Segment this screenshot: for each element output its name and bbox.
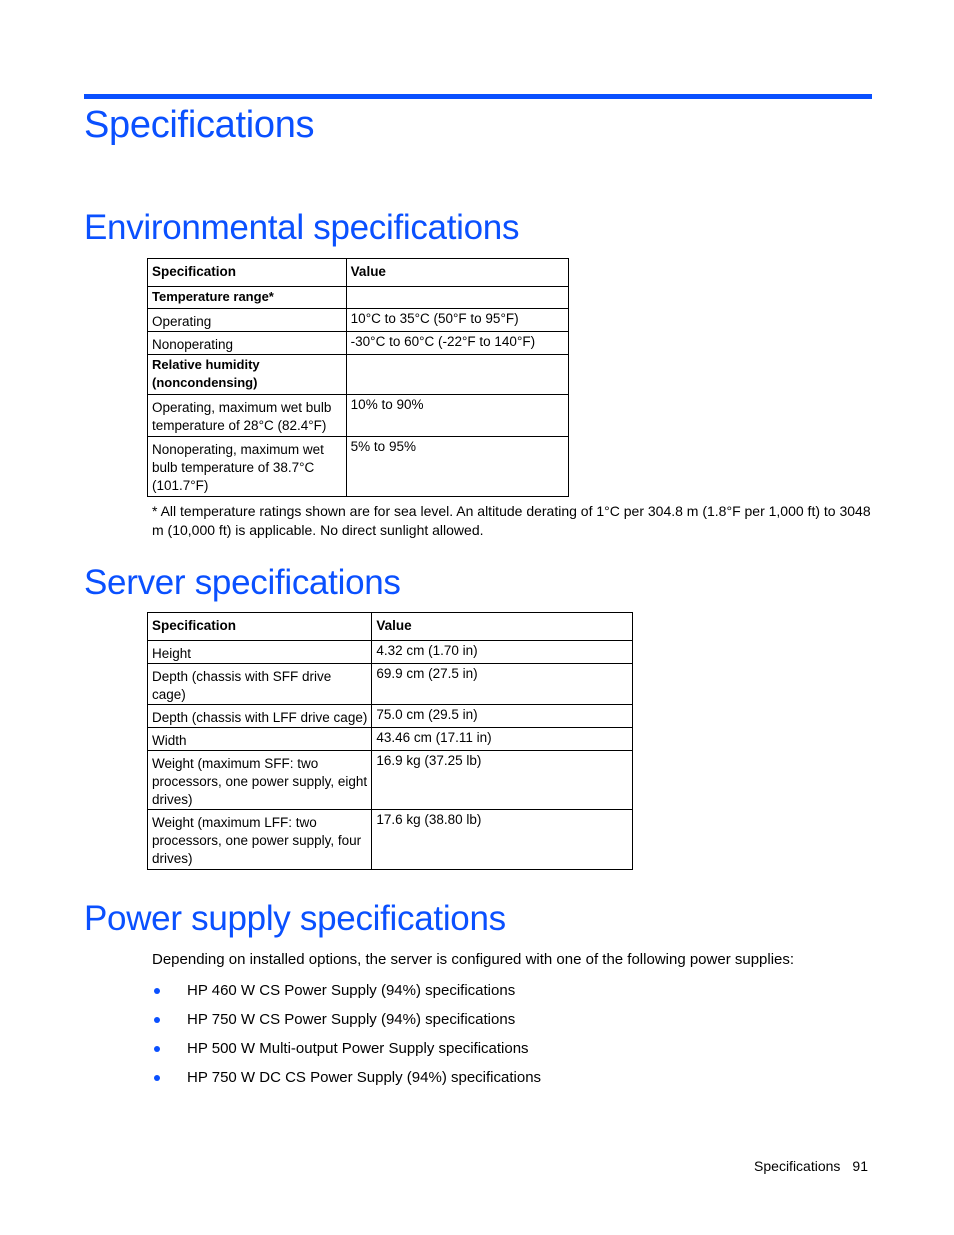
spec-cell: Weight (maximum SFF: two processors, one power supply, eight drives) (148, 751, 372, 810)
table-row (148, 287, 569, 309)
environmental-heading: Environmental specifications (84, 208, 520, 247)
value-cell (346, 287, 568, 309)
spec-cell: Width (148, 728, 372, 751)
value-cell: 17.6 kg (38.80 lb) (372, 810, 633, 870)
table-row (148, 332, 569, 355)
header-specification: Specification (148, 259, 347, 287)
spec-cell: Weight (maximum LFF: two processors, one power supply, four drives) (148, 810, 372, 870)
table-row (148, 810, 633, 870)
spec-cell: Relative humidity (noncondensing) (148, 355, 347, 395)
value-cell: -30°C to 60°C (-22°F to 140°F) (346, 332, 568, 355)
footer-section: Specifications (754, 1158, 841, 1174)
environmental-table (147, 258, 569, 497)
list-item (152, 980, 541, 1009)
bullet-icon (154, 988, 160, 994)
table-row (148, 705, 633, 728)
table-row (148, 728, 633, 751)
list-item (152, 1067, 541, 1096)
list-item-text: HP 750 W DC CS Power Supply (94%) specifications (187, 1069, 542, 1086)
value-cell: 10°C to 35°C (50°F to 95°F) (346, 309, 568, 332)
table-header-row (148, 613, 633, 641)
table-row (148, 664, 633, 705)
bullet-icon (154, 1075, 160, 1081)
list-item-text: HP 460 W CS Power Supply (94%) specifications (187, 982, 516, 999)
value-cell: 43.46 cm (17.11 in) (372, 728, 633, 751)
spec-cell: Operating (148, 309, 347, 332)
spec-cell: Operating, maximum wet bulb temperature of 28°C (82.4°F) (148, 395, 347, 437)
table-row (148, 395, 569, 437)
list-item (152, 1038, 541, 1067)
value-cell: 16.9 kg (37.25 lb) (372, 751, 633, 810)
table-row (148, 309, 569, 332)
value-cell (346, 355, 568, 395)
spec-cell: Temperature range* (148, 287, 347, 309)
table-row (148, 355, 569, 395)
table-row (148, 641, 633, 664)
header-value: Value (372, 613, 633, 641)
list-item (152, 1009, 541, 1038)
spec-cell: Nonoperating, maximum wet bulb temperature of 38.7°C (101.7°F) (148, 437, 347, 497)
header-specification: Specification (148, 613, 372, 641)
value-cell: 4.32 cm (1.70 in) (372, 641, 633, 664)
power-supply-heading: Power supply specifications (84, 899, 506, 938)
bullet-icon (154, 1046, 160, 1052)
value-cell: 69.9 cm (27.5 in) (372, 664, 633, 705)
spec-cell: Height (148, 641, 372, 664)
header-value: Value (346, 259, 568, 287)
table-row (148, 751, 633, 810)
page-title: Specifications (84, 104, 315, 146)
power-intro-text: Depending on installed options, the server is configured with one of the following power supplies: (152, 951, 795, 968)
power-supply-list (152, 980, 541, 1096)
spec-cell: Depth (chassis with LFF drive cage) (148, 705, 372, 728)
top-rule (84, 94, 872, 99)
value-cell: 5% to 95% (346, 437, 568, 497)
table-header-row (148, 259, 569, 287)
list-item-text: HP 500 W Multi-output Power Supply specifications (187, 1040, 529, 1057)
bullet-icon (154, 1017, 160, 1023)
server-heading: Server specifications (84, 563, 401, 602)
spec-cell: Depth (chassis with SFF drive cage) (148, 664, 372, 705)
page-number: 91 (852, 1158, 868, 1174)
page-footer (754, 1158, 868, 1174)
table-row (148, 437, 569, 497)
temperature-footnote: * All temperature ratings shown are for sea level. An altitude derating of 1°C per 304.8 m (1.8°F per 1,000 ft) to 3048 m (10,000 ft) is applicable. No direct sunlight allowed. (152, 503, 871, 538)
value-cell: 10% to 90% (346, 395, 568, 437)
server-table (147, 612, 633, 870)
spec-cell: Nonoperating (148, 332, 347, 355)
list-item-text: HP 750 W CS Power Supply (94%) specifications (187, 1011, 516, 1028)
value-cell: 75.0 cm (29.5 in) (372, 705, 633, 728)
